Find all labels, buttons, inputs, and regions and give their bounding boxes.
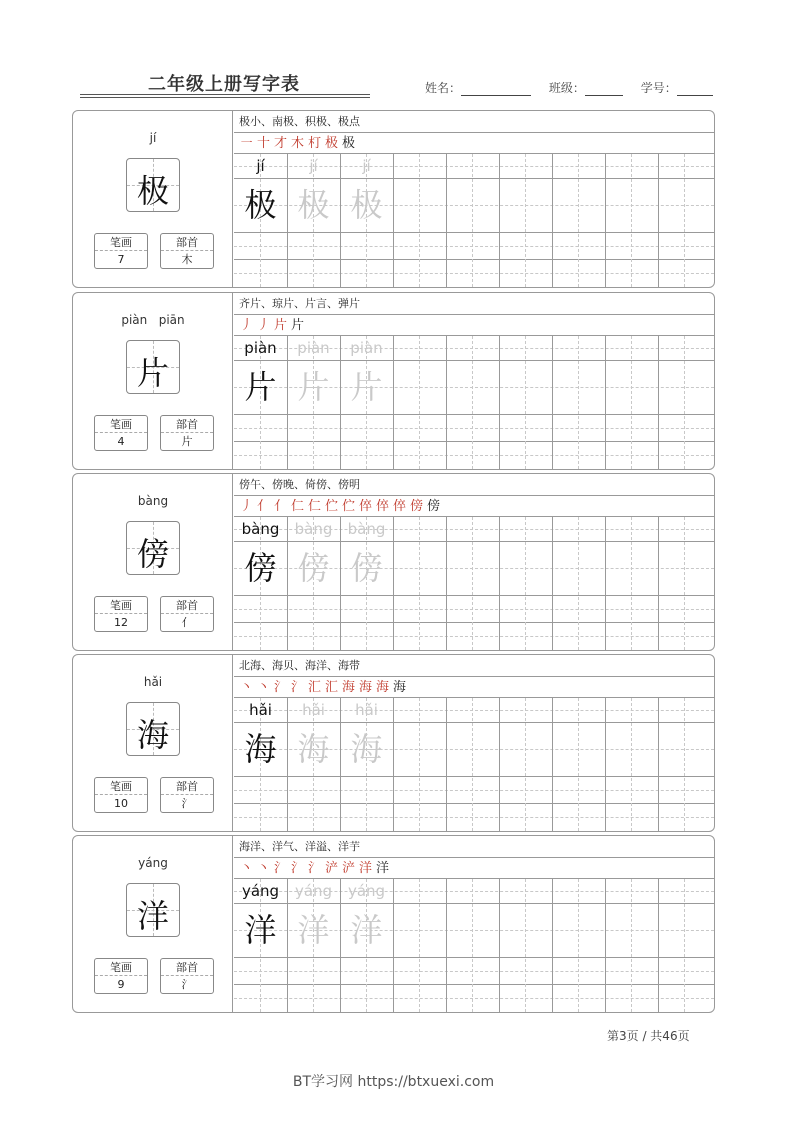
practice-pinyin: yáng — [294, 882, 333, 900]
practice-pinyin: jí — [309, 157, 318, 175]
radical-value: 氵 — [181, 978, 193, 991]
character-box — [126, 521, 180, 575]
character-info-panel — [73, 474, 233, 650]
stroke-order — [234, 496, 714, 517]
stroke-step: 氵 — [291, 680, 305, 695]
practice-character: 极 — [297, 186, 330, 224]
practice-panel — [234, 111, 714, 287]
character-pinyin: yáng — [138, 856, 168, 870]
name-field[interactable] — [461, 84, 531, 96]
stroke-count-label: 笔画 — [95, 778, 147, 795]
radical-label: 部首 — [161, 778, 213, 795]
writing-grid[interactable] — [234, 336, 714, 469]
practice-character: 傍 — [297, 549, 330, 587]
stroke-step: 极 — [325, 136, 339, 151]
stroke-step: 片 — [274, 318, 288, 333]
stroke-count-value: 4 — [117, 435, 125, 448]
stroke-step: 海 — [376, 680, 390, 695]
stroke-step: 亻 — [257, 499, 271, 514]
writing-grid[interactable] — [234, 154, 714, 287]
practice-character: 傍 — [244, 549, 277, 587]
stroke-step: 丿 — [240, 499, 254, 514]
stroke-order — [234, 315, 714, 336]
title-underline-2 — [80, 97, 370, 98]
practice-pinyin: jí — [362, 157, 371, 175]
practice-panel — [234, 836, 714, 1012]
practice-pinyin: bàng — [347, 520, 386, 538]
stroke-count-label: 笔画 — [95, 959, 147, 976]
stroke-step: 伫 — [325, 499, 339, 514]
stroke-count-label: 笔画 — [95, 597, 147, 614]
stroke-step: 傍 — [410, 499, 424, 514]
name-label: 姓名： — [425, 81, 462, 95]
radical-box — [160, 233, 214, 269]
example-words: 齐片、琼片、片言、弹片 — [234, 293, 714, 315]
stroke-step: 洋 — [359, 861, 373, 876]
stroke-order — [234, 677, 714, 698]
stroke-step: 氵 — [274, 861, 288, 876]
radical-value: 氵 — [181, 797, 193, 810]
practice-character: 海 — [350, 730, 383, 768]
practice-character: 极 — [244, 186, 277, 224]
character-pinyin: jí — [149, 131, 157, 145]
student-info — [425, 79, 713, 96]
class-field[interactable] — [585, 84, 623, 96]
stroke-step: 丶 — [240, 861, 254, 876]
character-glyph: 极 — [136, 172, 169, 210]
character-card — [72, 110, 715, 288]
practice-pinyin: bàng — [294, 520, 333, 538]
example-words: 傍午、傍晚、倚傍、傍明 — [234, 474, 714, 496]
character-info-panel — [73, 836, 233, 1012]
radical-box — [160, 415, 214, 451]
practice-character: 海 — [244, 730, 277, 768]
class-label: 班级： — [548, 81, 585, 95]
practice-panel — [234, 655, 714, 831]
character-box — [126, 340, 180, 394]
stroke-step: 氵 — [291, 861, 305, 876]
stroke-order — [234, 858, 714, 879]
radical-box — [160, 596, 214, 632]
stroke-step: 丶 — [257, 680, 271, 695]
character-info-panel — [73, 111, 233, 287]
practice-character: 极 — [350, 186, 383, 224]
example-words: 海洋、洋气、洋溢、洋芋 — [234, 836, 714, 858]
stroke-step: 洋 — [376, 861, 390, 876]
example-words: 极小、南极、积极、极点 — [234, 111, 714, 133]
practice-pinyin: piàn — [350, 339, 383, 357]
practice-character: 洋 — [244, 911, 277, 949]
character-box — [126, 883, 180, 937]
practice-panel — [234, 293, 714, 469]
character-card — [72, 292, 715, 470]
stroke-step: 汇 — [308, 680, 322, 695]
page-header — [80, 60, 712, 100]
stroke-step: 朾 — [308, 136, 322, 151]
radical-box — [160, 958, 214, 994]
practice-pinyin: yáng — [347, 882, 386, 900]
stroke-step: 氵 — [274, 680, 288, 695]
stroke-step: ㇐ — [240, 136, 254, 151]
stroke-step: 亻 — [274, 499, 288, 514]
character-box — [126, 702, 180, 756]
practice-character: 片 — [244, 368, 277, 406]
stroke-step: 浐 — [342, 861, 356, 876]
practice-pinyin: yáng — [241, 882, 280, 900]
page-number: 第3页 / 共46页 — [607, 1029, 690, 1043]
writing-grid[interactable] — [234, 698, 714, 831]
radical-label: 部首 — [161, 416, 213, 433]
stroke-step: 倅 — [393, 499, 407, 514]
stroke-step: 丿 — [240, 318, 254, 333]
stroke-step: 丶 — [240, 680, 254, 695]
character-pinyin: piàn piān — [121, 313, 185, 327]
practice-character: 片 — [350, 368, 383, 406]
stroke-step: 极 — [342, 136, 356, 151]
character-glyph: 海 — [136, 716, 169, 754]
title-underline — [80, 94, 370, 95]
radical-label: 部首 — [161, 234, 213, 251]
character-info-panel — [73, 655, 233, 831]
stroke-step: 倅 — [359, 499, 373, 514]
radical-label: 部首 — [161, 959, 213, 976]
character-glyph: 傍 — [136, 535, 169, 573]
writing-grid[interactable] — [234, 517, 714, 650]
practice-character: 片 — [297, 368, 330, 406]
site-footer: BT学习网 https://btxuexi.com — [292, 1074, 495, 1090]
stroke-count-box — [94, 415, 148, 451]
character-card — [72, 654, 715, 832]
page-title: 二年级上册写字表 — [148, 74, 300, 95]
id-label: 学号： — [640, 81, 677, 95]
stroke-order — [234, 133, 714, 154]
stroke-count-value: 7 — [117, 253, 125, 266]
stroke-step: 片 — [291, 318, 305, 333]
character-card — [72, 473, 715, 651]
stroke-count-box — [94, 596, 148, 632]
stroke-step: 倅 — [376, 499, 390, 514]
character-pinyin: bàng — [137, 494, 169, 508]
practice-pinyin: hǎi — [355, 701, 378, 719]
example-words: 北海、海贝、海洋、海带 — [234, 655, 714, 677]
character-pinyin: hǎi — [143, 675, 163, 689]
stroke-count-value: 10 — [114, 797, 128, 810]
practice-pinyin: jí — [256, 157, 265, 175]
radical-box — [160, 777, 214, 813]
radical-value: 片 — [181, 435, 193, 448]
stroke-count-value: 9 — [117, 978, 125, 991]
practice-character: 洋 — [350, 911, 383, 949]
practice-pinyin: hǎi — [249, 701, 272, 719]
practice-character: 傍 — [350, 549, 383, 587]
stroke-step: 仁 — [308, 499, 322, 514]
character-info-panel — [73, 293, 233, 469]
character-glyph: 片 — [136, 354, 169, 392]
radical-value: 木 — [181, 253, 193, 266]
stroke-step: 丿 — [257, 318, 271, 333]
practice-panel — [234, 474, 714, 650]
character-glyph: 洋 — [136, 897, 169, 935]
practice-pinyin: bàng — [241, 520, 280, 538]
stroke-count-box — [94, 958, 148, 994]
stroke-step: 傍 — [427, 499, 441, 514]
stroke-count-label: 笔画 — [95, 416, 147, 433]
character-box — [126, 158, 180, 212]
stroke-step: 才 — [274, 136, 288, 151]
stroke-count-box — [94, 777, 148, 813]
stroke-step: 木 — [291, 136, 305, 151]
stroke-count-label: 笔画 — [95, 234, 147, 251]
stroke-step: 海 — [359, 680, 373, 695]
radical-value: 亻 — [181, 616, 193, 629]
stroke-step: 氵 — [308, 861, 322, 876]
stroke-step: 海 — [393, 680, 407, 695]
writing-grid[interactable] — [234, 879, 714, 1012]
stroke-count-value: 12 — [114, 616, 128, 629]
radical-label: 部首 — [161, 597, 213, 614]
stroke-step: 丶 — [257, 861, 271, 876]
stroke-step: 海 — [342, 680, 356, 695]
character-card — [72, 835, 715, 1013]
stroke-step: 十 — [257, 136, 271, 151]
stroke-count-box — [94, 233, 148, 269]
id-field[interactable] — [677, 84, 713, 96]
stroke-step: 仁 — [291, 499, 305, 514]
practice-pinyin: piàn — [244, 339, 277, 357]
practice-character: 海 — [297, 730, 330, 768]
practice-character: 洋 — [297, 911, 330, 949]
stroke-step: 伫 — [342, 499, 356, 514]
practice-pinyin: piàn — [297, 339, 330, 357]
stroke-step: 汇 — [325, 680, 339, 695]
practice-pinyin: hǎi — [302, 701, 325, 719]
stroke-step: 浐 — [325, 861, 339, 876]
